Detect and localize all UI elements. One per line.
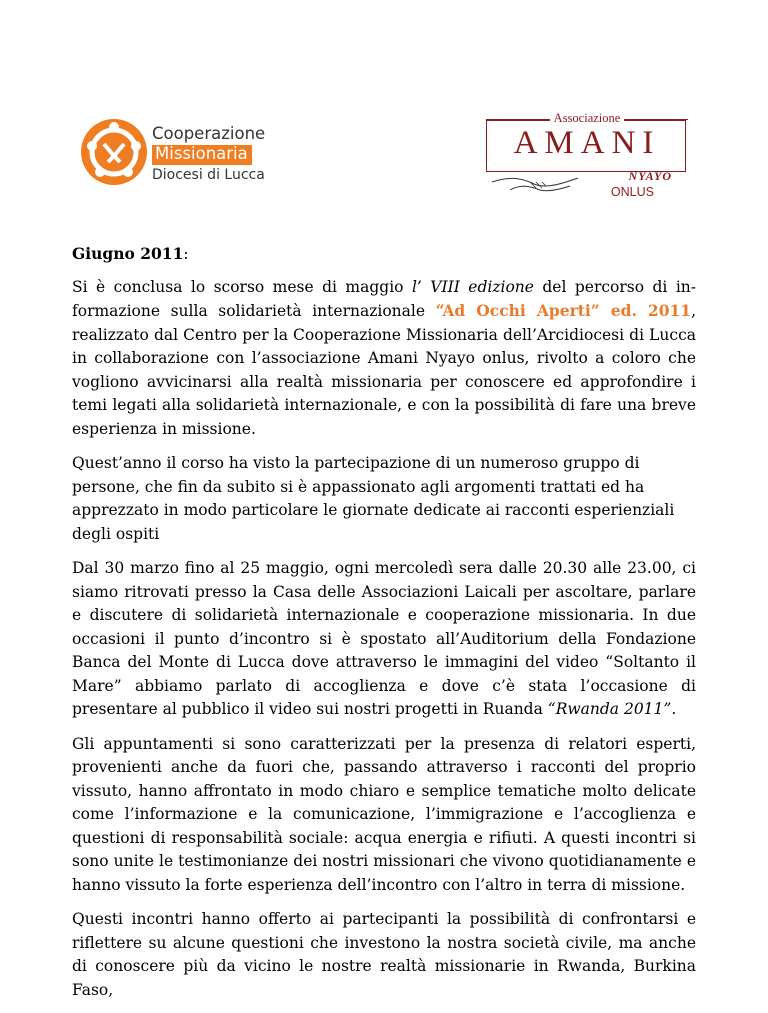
logo-onlus: ONLUS <box>610 185 654 199</box>
p1-edition: l’ VIII edizione <box>411 277 534 296</box>
heading-colon: : <box>183 245 189 263</box>
logo-line-missionaria: Missionaria <box>152 145 252 165</box>
p1-course-title: “Ad Occhi Aperti” ed. 2011 <box>435 301 692 320</box>
logo-line-cooperazione: Cooperazione <box>152 124 266 143</box>
logo-associazione: Associazione <box>550 111 625 125</box>
p3-video-title: “Rwanda 2011”. <box>547 700 677 718</box>
paragraph-4: Gli appuntamenti si sono caratterizzati per la presenza di relatori esperti, provenienti anche da fuori che, passando attraverso i racconti del proprio vissuto, hanno affrontato in modo chiaro e semplice tematiche molto delicate come l’informazione e la comunicazione, l’immigrazione e l’accoglienza e questioni di responsabilità sociale: acqua energia e rifiuti. A questi incontri si sono unite le testimonianze dei nostri missionari che vivono quotidianamente e hanno vissuto la forte esperienza dell’incontro con l’altro in terra di missione. <box>72 734 696 894</box>
p1-text-a: Si è conclusa lo scorso mese di maggio <box>72 277 412 296</box>
date-heading <box>72 242 696 267</box>
p1-text-e: , realizzato dal Centro per la Cooperazione Missionaria dell’Arcidiocesi di Lucca in collaborazione con l’associazione Amani Nyayo onlus, rivolto a coloro che vogliono avvicinarsi alla realtà missionaria per conoscere ed approfondire i temi legati alla solidarietà internazionale, e con la possibilità di fare una breve esperienza in missione. <box>72 302 696 438</box>
handshake-icon <box>490 172 580 196</box>
paragraph-1 <box>72 276 696 442</box>
p1-text-c: del percorso di in-formazione sulla solidarietà internazionale <box>72 277 696 320</box>
logo-nyayo: NYAYO <box>628 169 672 183</box>
cooperazione-missionaria-logo <box>80 112 290 198</box>
paragraph-3 <box>72 557 696 722</box>
document-body <box>72 242 696 1013</box>
paragraph-5: Questi incontri hanno offerto ai partecipanti la possibilità di confrontarsi e riflettere su alcune questioni che investono la nostra società civile, ma anche di conoscere più da vicino le nostre realtà missionarie in Rwanda, Burkina Faso, <box>72 910 696 999</box>
paragraph-2: Quest’anno il corso ha visto la partecipazione di un numeroso gruppo di persone, che fin da subito si è appassionato agli argomenti trattati ed ha apprezzato in modo particolare le giornate dedicate ai racconti esperienziali degli ospiti <box>72 454 675 543</box>
associazione-amani-logo <box>484 108 690 200</box>
logo-amani: AMANI <box>513 125 661 161</box>
heading-date: Giugno 2011 <box>72 244 184 263</box>
people-circle-icon <box>80 112 152 198</box>
p3-text: Dal 30 marzo fino al 25 maggio, ogni mercoledì sera dalle 20.30 alle 23.00, ci siamo ritrovati presso la Casa delle Associazioni Laicali per ascoltare, parlare e discutere di solidarietà internazionale e cooperazione missionaria. In due occasioni il punto d’incontro si è spostato all’Auditorium della Fondazione Banca del Monte di Lucca dove attraverso le immagini del video “Soltanto il Mare” abbiamo parlato di accoglienza e dove c’è stata l’occasione di presentare al pubblico il video sui nostri progetti in Ruanda <box>72 559 696 718</box>
logo-line-diocesi: Diocesi di Lucca <box>152 167 265 183</box>
